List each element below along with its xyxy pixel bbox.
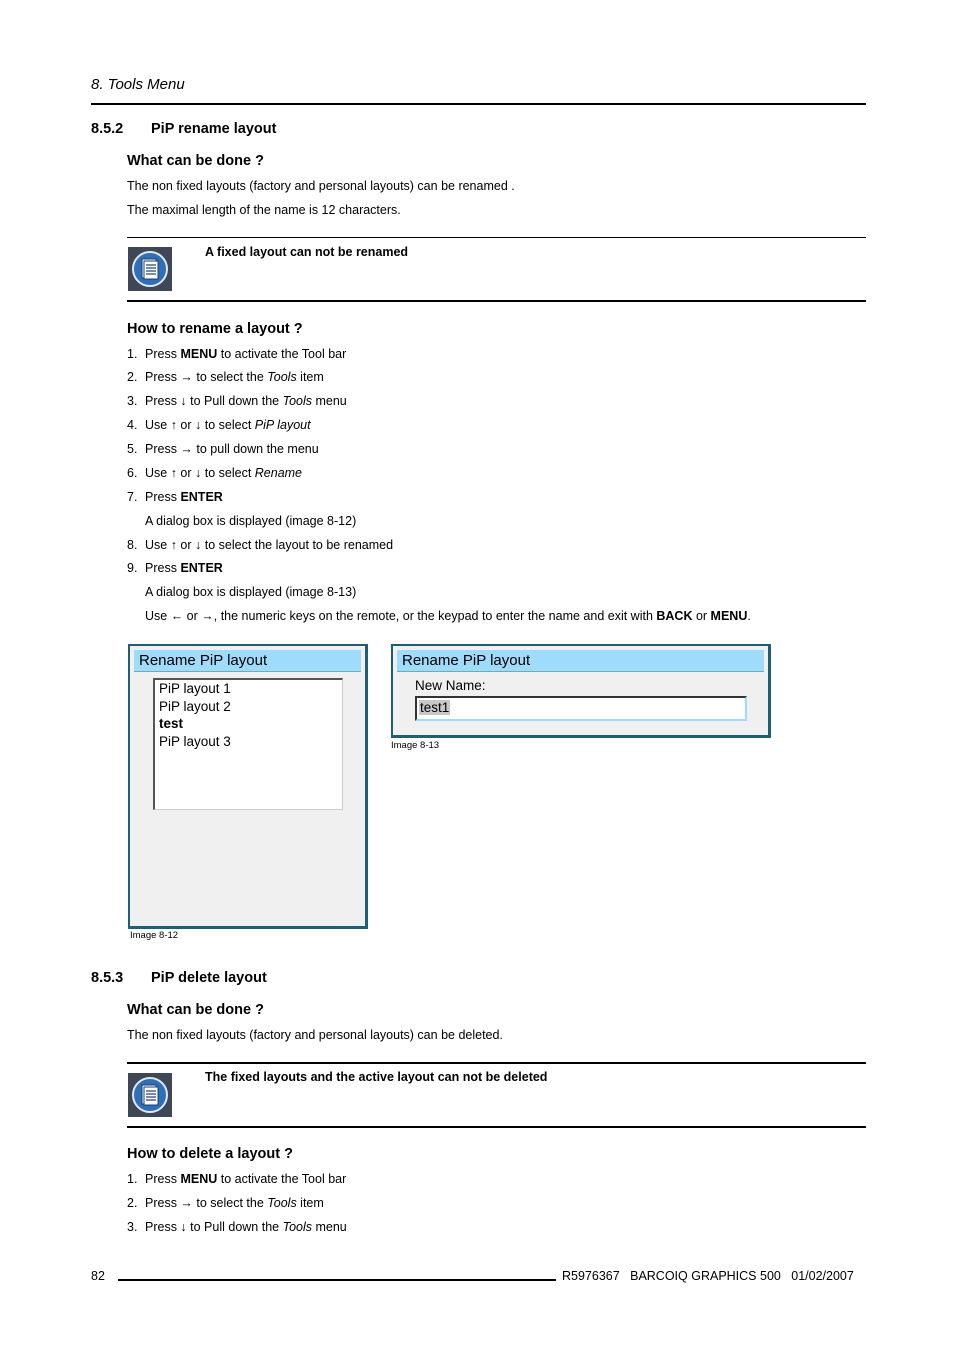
image-caption: Image 8-12 xyxy=(130,930,179,941)
step-text: Tools xyxy=(267,1196,297,1210)
list-item[interactable]: PiP layout 2 xyxy=(159,698,231,714)
step-text: PiP layout xyxy=(254,418,311,432)
step-text: menu xyxy=(312,1220,347,1234)
step-item xyxy=(127,1220,347,1234)
section-heading-852 xyxy=(91,121,276,137)
step-text: Press → to select the xyxy=(145,1196,268,1210)
step-number: 5. xyxy=(127,442,138,456)
step-result-text: Use ← or →, the numeric keys on the remote, or the keypad to enter the name and exit with xyxy=(145,609,657,623)
note-rule-top xyxy=(127,1062,866,1064)
dialog-title: Rename PiP layout xyxy=(397,650,764,672)
paragraph: The non fixed layouts (factory and personal layouts) can be deleted. xyxy=(127,1028,503,1042)
note-text: The fixed layouts and the active layout can not be deleted xyxy=(205,1070,548,1084)
step-text: Use ↑ or ↓ to select xyxy=(145,466,255,480)
note-rule-bottom xyxy=(127,1126,866,1128)
step-text: Tools xyxy=(267,370,297,384)
new-name-input[interactable] xyxy=(415,696,747,721)
step-result xyxy=(145,609,751,623)
note-rule-bottom xyxy=(127,300,866,302)
doc-info: R5976367 BARCOIQ GRAPHICS 500 01/02/2007 xyxy=(562,1269,854,1283)
section-title: PiP rename layout xyxy=(151,121,277,137)
image-caption: Image 8-13 xyxy=(391,740,440,751)
rename-dialog-input xyxy=(391,644,771,738)
note-document-icon xyxy=(128,247,172,291)
step-number: 1. xyxy=(127,1172,138,1186)
step-text: Press xyxy=(145,561,181,575)
step-item xyxy=(127,1196,324,1210)
step-item xyxy=(127,418,311,432)
step-text: Use ↑ or ↓ to select the layout to be renamed xyxy=(145,538,394,552)
how-heading: How to rename a layout ? xyxy=(127,321,303,337)
step-text: Press ↓ to Pull down the xyxy=(145,394,283,408)
step-result: A dialog box is displayed (image 8-13) xyxy=(145,585,357,599)
step-result-text: BACK xyxy=(656,609,693,623)
step-number: 3. xyxy=(127,394,138,408)
rename-dialog-list xyxy=(128,644,368,929)
step-text: Press xyxy=(145,347,181,361)
what-heading: What can be done ? xyxy=(127,153,264,169)
header-rule xyxy=(91,103,866,105)
step-item xyxy=(127,442,319,456)
step-number: 3. xyxy=(127,1220,138,1234)
page-number: 82 xyxy=(91,1269,105,1283)
dialog-title: Rename PiP layout xyxy=(134,650,361,672)
step-text: Press ↓ to Pull down the xyxy=(145,1220,283,1234)
list-item[interactable]: test xyxy=(159,716,184,732)
step-result-text: MENU xyxy=(710,609,748,623)
step-result-text: or xyxy=(692,609,711,623)
step-item xyxy=(127,370,324,384)
step-item xyxy=(127,490,223,504)
step-item xyxy=(127,466,302,480)
step-text: ENTER xyxy=(180,490,223,504)
step-text: to activate the Tool bar xyxy=(217,347,347,361)
paragraph: The maximal length of the name is 12 characters. xyxy=(127,203,401,217)
step-number: 2. xyxy=(127,370,138,384)
step-text: Use ↑ or ↓ to select xyxy=(145,418,255,432)
step-number: 4. xyxy=(127,418,138,432)
step-number: 7. xyxy=(127,490,138,504)
step-number: 6. xyxy=(127,466,138,480)
step-text: to activate the Tool bar xyxy=(217,1172,347,1186)
section-number: 8.5.2 xyxy=(91,121,124,137)
step-text: ENTER xyxy=(180,561,223,575)
section-number: 8.5.3 xyxy=(91,970,124,986)
step-text: menu xyxy=(312,394,347,408)
step-text: MENU xyxy=(180,1172,218,1186)
new-name-label: New Name: xyxy=(415,678,486,693)
step-text: Tools xyxy=(282,394,312,408)
list-item[interactable]: PiP layout 1 xyxy=(159,681,231,696)
chapter-header: 8. Tools Menu xyxy=(91,76,185,93)
note-rule-top xyxy=(127,237,866,238)
footer-rule xyxy=(118,1279,556,1281)
step-number: 1. xyxy=(127,347,138,361)
step-text: item xyxy=(296,1196,324,1210)
step-number: 2. xyxy=(127,1196,138,1210)
list-item[interactable]: PiP layout 3 xyxy=(159,734,231,750)
step-number: 8. xyxy=(127,538,138,552)
step-text: Rename xyxy=(254,466,303,480)
step-result-text: . xyxy=(747,609,751,623)
step-item xyxy=(127,538,393,552)
section-heading-853 xyxy=(91,970,267,986)
step-text: Press → to pull down the menu xyxy=(145,442,319,456)
new-name-value: test1 xyxy=(420,700,450,715)
step-result: A dialog box is displayed (image 8-12) xyxy=(145,514,357,528)
step-text: Press xyxy=(145,490,181,504)
section-title: PiP delete layout xyxy=(151,970,267,986)
step-item xyxy=(127,347,346,361)
what-heading: What can be done ? xyxy=(127,1002,264,1018)
step-text: MENU xyxy=(180,347,218,361)
step-item xyxy=(127,394,347,408)
note-text: A fixed layout can not be renamed xyxy=(205,245,409,259)
step-text: Press xyxy=(145,1172,181,1186)
note-document-icon xyxy=(128,1073,172,1117)
step-text: Press → to select the xyxy=(145,370,268,384)
step-item xyxy=(127,561,223,575)
step-number: 9. xyxy=(127,561,138,575)
paragraph: The non fixed layouts (factory and personal layouts) can be renamed . xyxy=(127,179,515,193)
step-text: Tools xyxy=(282,1220,312,1234)
step-text: item xyxy=(296,370,324,384)
step-item xyxy=(127,1172,346,1186)
layout-listbox[interactable] xyxy=(153,678,343,810)
how-heading: How to delete a layout ? xyxy=(127,1146,293,1162)
